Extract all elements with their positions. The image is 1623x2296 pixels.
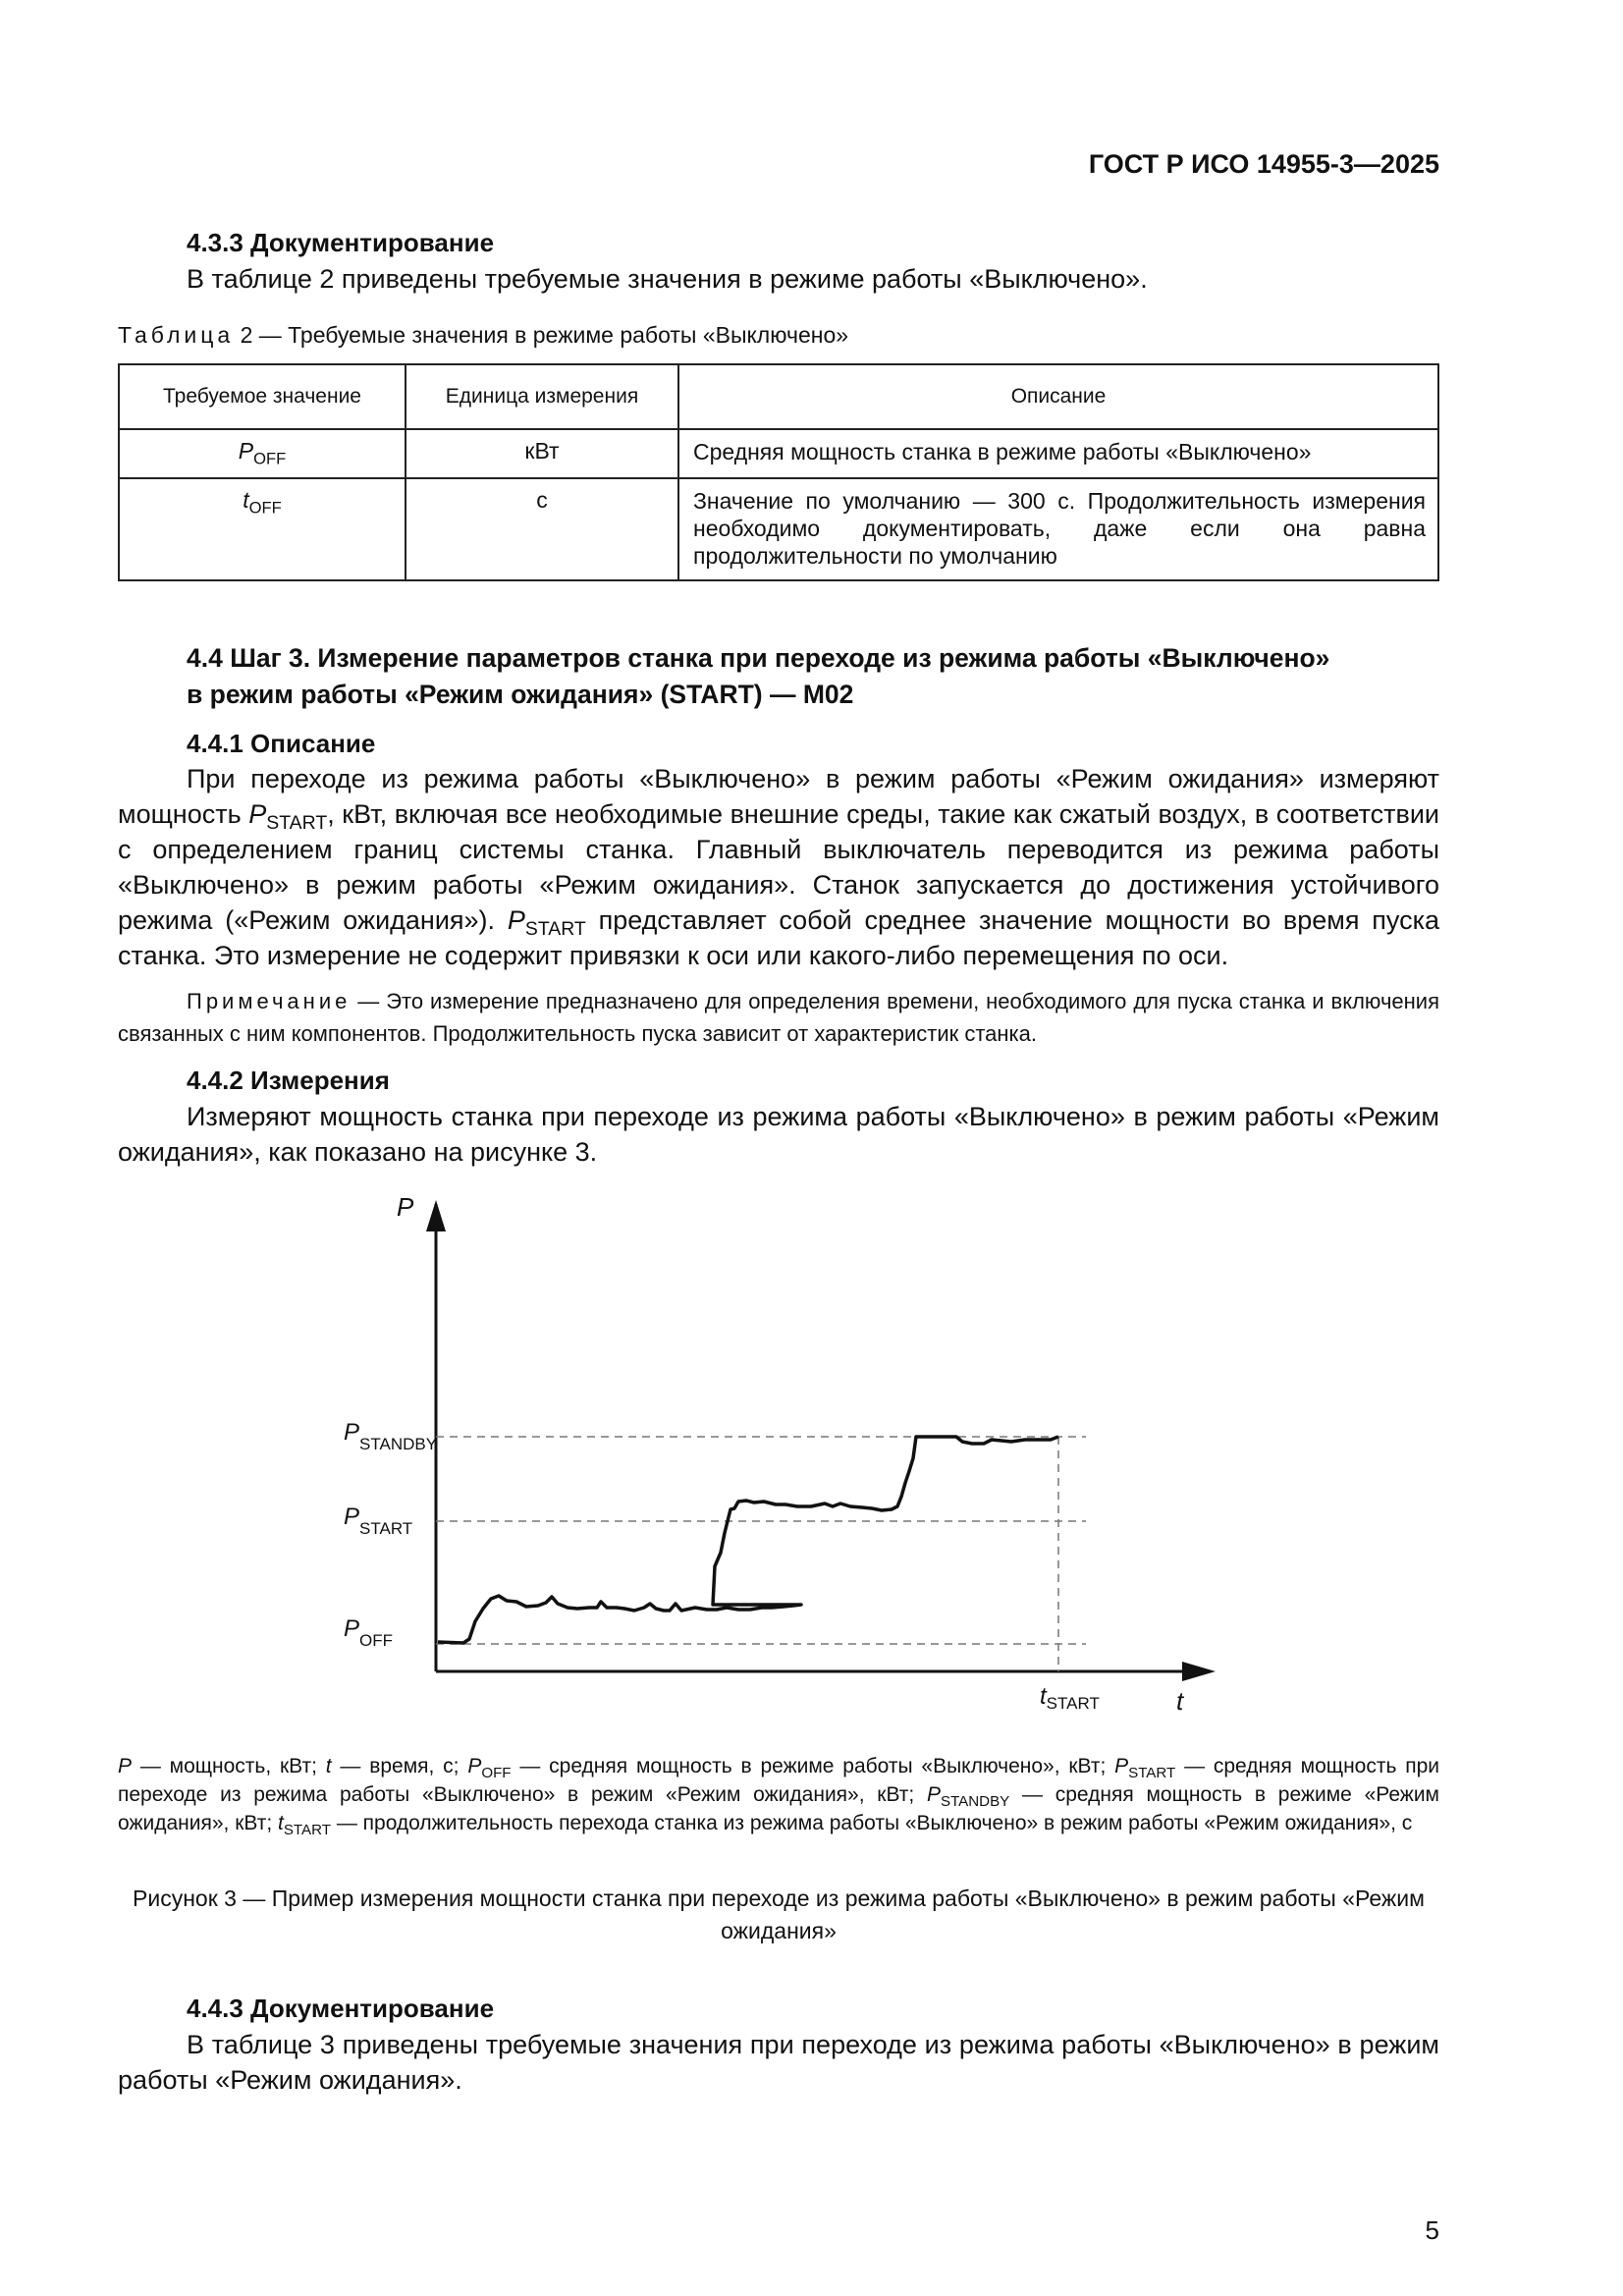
- section-4-4-1-note: Примечание — Это измерение предназначено для определения времени, необходимого для пуска станка и включения связанных с ним компонентов. Продолжительность пуска зависит от характеристик станка.: [118, 989, 1439, 1046]
- section-4-4-1-paragraph: При переходе из режима работы «Выключено» в режим работы «Режим ожидания» измеряют мощность $P_{START}$, кВт, включая все необходимые внешние среды, такие как сжатый воздух, в соответствии с определением границ системы станка. Главный выключатель переводится из режима работы «Выключено» в режим работы «Режим ожидания». Станок запускается до достижения устойчивого режима («Режим ожидания»). $P_{START}$ представляет собой среднее значение мощности во время пуска станка. Это измерение не содержит привязки к оси или какого-либо перемещения по оси.: [118, 764, 1440, 970]
- table-header-row: [119, 364, 1438, 429]
- section-4-4-heading-line-2: в режим работы «Режим ожидания» (START) — M02: [187, 680, 854, 709]
- table-caption-text: 2 — Требуемые значения в режиме работы «Выключено»: [234, 322, 849, 348]
- table-header-cell: Единица измерения: [406, 364, 678, 429]
- unit-cell: кВт: [406, 429, 678, 478]
- off-level-label: $P_{OFF}$: [344, 1615, 394, 1650]
- standby-level-label: $P_{STANDBY}$: [344, 1419, 438, 1453]
- description-cell: Средняя мощность станка в режиме работы «Выключено»: [678, 429, 1438, 478]
- table-caption-label: Таблица: [118, 322, 235, 348]
- x-axis-arrow-icon: [1182, 1662, 1216, 1681]
- document-id-header: ГОСТ Р ИСО 14955-3—2025: [1088, 149, 1439, 179]
- symbol-cell: $t_{OFF}$: [119, 478, 406, 580]
- table-header-cell: Описание: [678, 364, 1438, 429]
- description-cell: Значение по умолчанию — 300 с. Продолжительность измерения необходимо документировать, даже если она равна продолжительности по умолчанию: [678, 478, 1438, 580]
- section-4-4-2-heading: 4.4.2 Измерения: [187, 1066, 390, 1095]
- section-4-4-3-text: В таблице 3 приведены требуемые значения при переходе из режима работы «Выключено» в режим работы «Режим ожидания».: [118, 2030, 1439, 2095]
- y-axis-label: P: [397, 1192, 414, 1222]
- symbol-cell: $P_{OFF}$: [119, 429, 406, 478]
- power-curve: [438, 1437, 1058, 1643]
- section-4-4-heading-line-1: 4.4 Шаг 3. Измерение параметров станка при переходе из режима работы «Выключено»: [187, 643, 1330, 673]
- t-start-label: $t_{START}$: [1040, 1683, 1100, 1713]
- section-4-4-1-heading: 4.4.1 Описание: [187, 729, 376, 758]
- y-axis-arrow-icon: [426, 1200, 446, 1231]
- table-2-caption: [118, 322, 848, 349]
- table-2: [118, 363, 1439, 581]
- table-row: [119, 429, 1438, 478]
- table-header-cell: Требуемое значение: [119, 364, 406, 429]
- figure-3-legend: P — мощность, кВт; t — время, с; $P_{OFF}$ — средняя мощность в режиме работы «Выключено», кВт; $P_{START}$ — средняя мощность при переходе из режима работы «Выключено» в режим «Режим ожидания», кВт; $P_{STANDBY}$ — средняя мощность в режиме «Режим ожидания», кВт; $t_{START}$ — продолжительность перехода станка из режима работы «Выключено» в режим работы «Режим ожидания», с: [118, 1755, 1439, 1838]
- section-4-3-3-heading: 4.3.3 Документирование: [187, 228, 495, 257]
- page-number: 5: [1425, 2215, 1439, 2245]
- section-4-4-3-heading: 4.4.3 Документирование: [187, 1994, 495, 2023]
- unit-cell: с: [406, 478, 678, 580]
- figure-3-diagram: [0, 1178, 1623, 1728]
- figure-3-caption: Рисунок 3 — Пример измерения мощности станка при переходе из режима работы «Выключено» в режим работы «Режим ожидания»: [133, 1886, 1425, 1943]
- start-level-label: $P_{START}$: [344, 1503, 413, 1538]
- section-4-3-3-text: В таблице 2 приведены требуемые значения в режиме работы «Выключено».: [187, 264, 1148, 294]
- table-row: [119, 478, 1438, 580]
- section-4-4-2-text: Измеряют мощность станка при переходе из режима работы «Выключено» в режим работы «Режим ожидания», как показано на рисунке 3.: [118, 1102, 1439, 1167]
- x-axis-label: t: [1176, 1686, 1184, 1716]
